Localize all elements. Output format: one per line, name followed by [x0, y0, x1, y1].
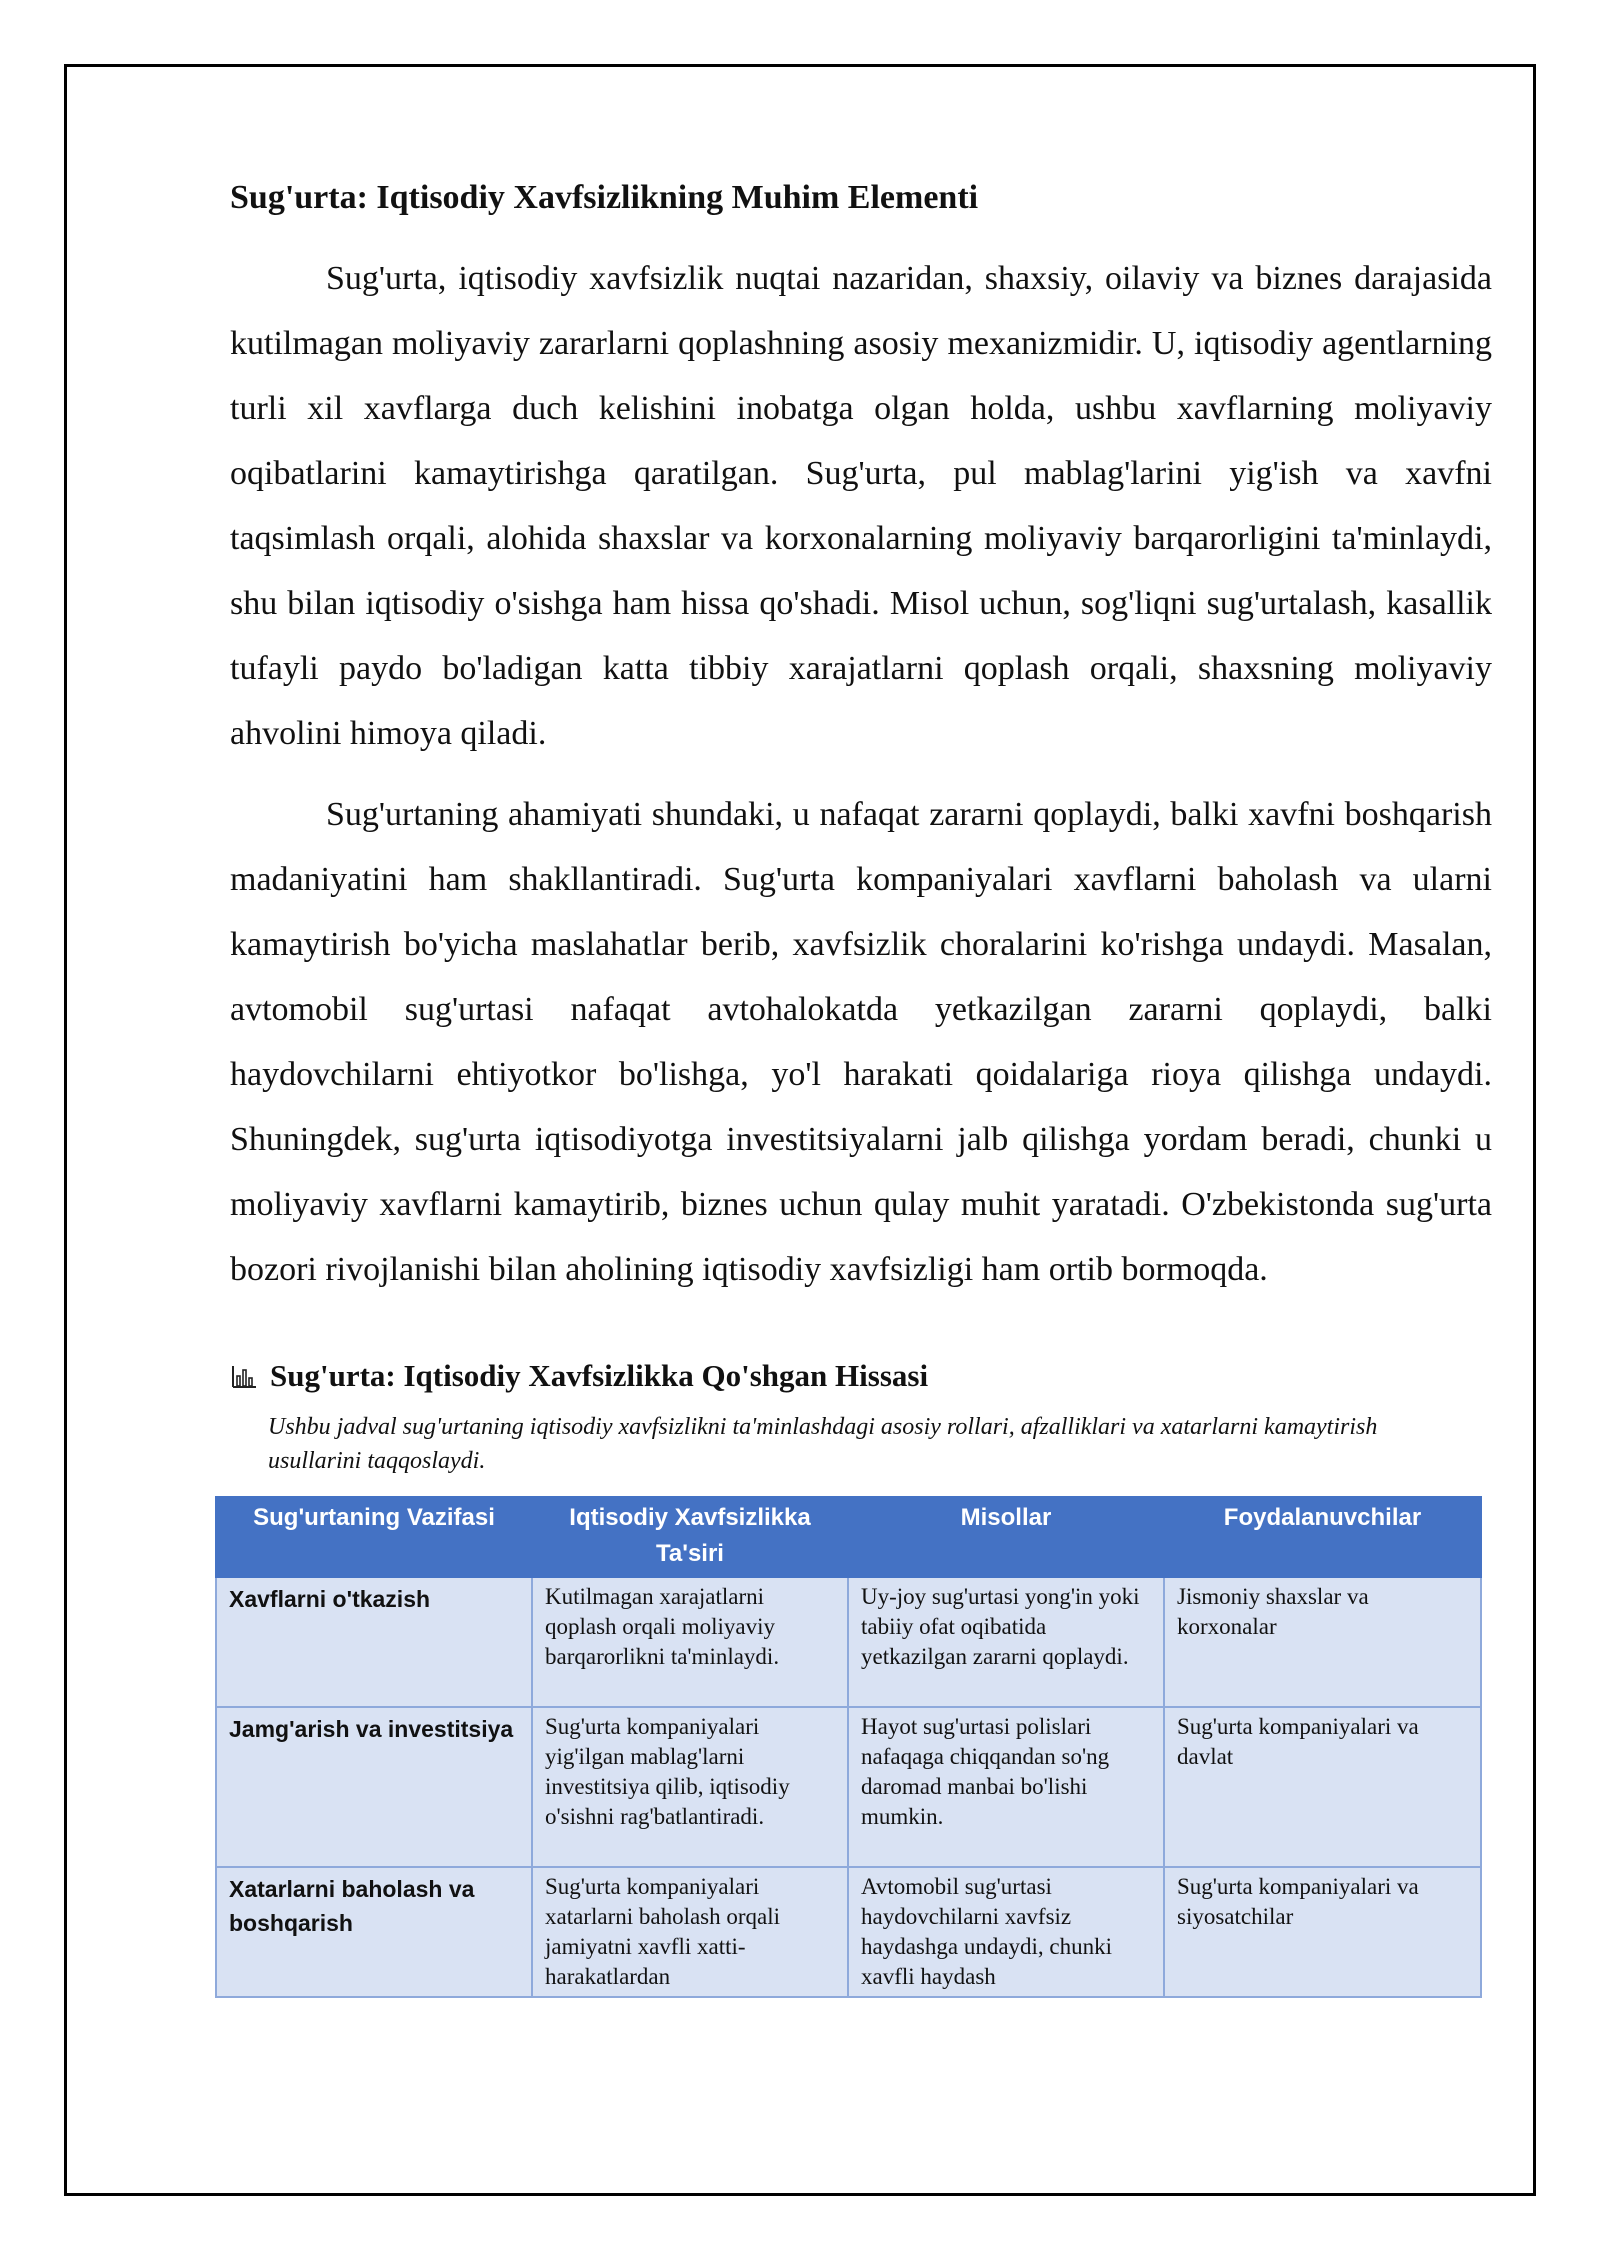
table-row	[216, 1867, 1481, 1997]
column-header: Misollar	[848, 1497, 1164, 1577]
table-cell: Sug'urta kompaniyalari va siyosatchilar	[1164, 1867, 1481, 1997]
table-cell: Xavflarni o'tkazish	[216, 1577, 532, 1707]
table-title	[230, 1356, 1492, 1396]
table-cell: Jamg'arish va investitsiya	[216, 1707, 532, 1867]
table-title-text: Sug'urta: Iqtisodiy Xavfsizlikka Qo'shgan Hissasi	[270, 1358, 929, 1393]
table-cell: Avtomobil sug'urtasi haydovchilarni xavfsiz haydashga undaydi, chunki xavfli haydash	[848, 1867, 1164, 1997]
table-cell: Xatarlarni baholash va boshqarish	[216, 1867, 532, 1997]
paragraph-2: Sug'urtaning ahamiyati shundaki, u nafaqat zararni qoplaydi, balki xavfni boshqarish madaniyatini ham shakllantiradi. Sug'urta kompaniyalari xavflarni baholash va ularni kamaytirish bo'yicha maslahatlar berib, xavfsizlik choralarini ko'rishga undaydi. Masalan, avtomobil sug'urtasi nafaqat avtohalokatda yetkazilgan zararni qoplaydi, balki haydovchilarni ehtiyotkor bo'lishga, yo'l harakati qoidalariga rioya qilishga undaydi. Shuningdek, sug'urta iqtisodiyotga investitsiyalarni jalb qilishga yordam beradi, chunki u moliyaviy xavflarni kamaytirib, biznes uchun qulay muhit yaratadi. O'zbekistonda sug'urta bozori rivojlanishi bilan aholining iqtisodiy xavfsizligi ham ortib bormoqda.	[230, 796, 1492, 1288]
comparison-table	[215, 1496, 1482, 1998]
table-cell: Kutilmagan xarajatlarni qoplash orqali moliyaviy barqarorlikni ta'minlaydi.	[532, 1577, 848, 1707]
bar-chart-icon	[230, 1362, 258, 1390]
document-title: Sug'urta: Iqtisodiy Xavfsizlikning Muhim Elementi	[230, 179, 979, 216]
column-header: Foydalanuvchilar	[1164, 1497, 1481, 1577]
document-body	[230, 170, 1492, 1998]
table-header-row	[216, 1497, 1481, 1577]
table-cell: Hayot sug'urtasi polislari nafaqaga chiqqandan so'ng daromad manbai bo'lishi mumkin.	[848, 1707, 1164, 1867]
table-cell: Jismoniy shaxslar va korxonalar	[1164, 1577, 1481, 1707]
column-header: Iqtisodiy Xavfsizlikka Ta'siri	[532, 1497, 848, 1577]
table-cell: Sug'urta kompaniyalari xatarlarni baholash orqali jamiyatni xavfli xatti-harakatlardan	[532, 1867, 848, 1997]
column-header: Sug'urtaning Vazifasi	[216, 1497, 532, 1577]
table-cell: Sug'urta kompaniyalari va davlat	[1164, 1707, 1481, 1867]
table-caption: Ushbu jadval sug'urtaning iqtisodiy xavfsizlikni ta'minlashdagi asosiy rollari, afzalliklari va xatarlarni kamaytirish usullarini taqqoslaydi.	[268, 1414, 1378, 1474]
table-row	[216, 1577, 1481, 1707]
table-cell: Sug'urta kompaniyalari yig'ilgan mablag'larni investitsiya qilib, iqtisodiy o'sishni rag'batlantiradi.	[532, 1707, 848, 1867]
table-row	[216, 1707, 1481, 1867]
table-cell: Uy-joy sug'urtasi yong'in yoki tabiiy ofat oqibatida yetkazilgan zararni qoplaydi.	[848, 1577, 1164, 1707]
paragraph-1: Sug'urta, iqtisodiy xavfsizlik nuqtai nazaridan, shaxsiy, oilaviy va biznes darajasida kutilmagan moliyaviy zararlarni qoplashning asosiy mexanizmidir. U, iqtisodiy agentlarning turli xil xavflarga duch kelishini inobatga olgan holda, ushbu xavflarning moliyaviy oqibatlarini kamaytirishga qaratilgan. Sug'urta, pul mablag'larini yig'ish va xavfni taqsimlash orqali, alohida shaxslar va korxonalarning moliyaviy barqarorligini ta'minlaydi, shu bilan iqtisodiy o'sishga ham hissa qo'shadi. Misol uchun, sog'liqni sug'urtalash, kasallik tufayli paydo bo'ladigan katta tibbiy xarajatlarni qoplash orqali, shaxsning moliyaviy ahvolini himoya qiladi.	[230, 260, 1492, 752]
